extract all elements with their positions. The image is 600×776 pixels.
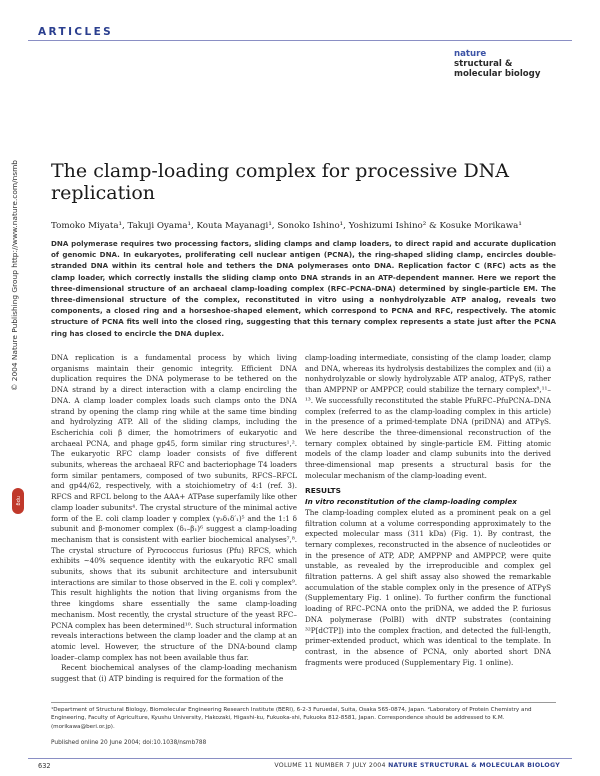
paragraph: clamp-loading intermediate, consisting of the clamp loader, clamp and DNA, whereas its hydrolysis destabilizes the complex and (ii) a nonhydrolyzable or slowly hydrolyzable ATP analog, ATPγS, rather than AMPPNP or AMPPCP, could stabilize the ternary complex⁸,¹¹–¹³. We successfully reconstituted the stable PfuRFC–PfuPCNA–DNA complex (referred to as the clamp-loading complex in this article) in the presence of a primed-template DNA (priDNA) and ATPγS. We here describe the three-dimensional reconstruction of the ternary complex obtained by single-particle EM. Fitting atomic models of the clamp loader and clamp subunits into the derived three-dimensional map presents a structural basis for the molecular mechanism of the clamp-loading event.	[305, 353, 551, 480]
article-title: The clamp-loading complex for processive DNA replication	[51, 160, 510, 204]
section-heading-results: RESULTS	[305, 486, 341, 496]
volume-issue: VOLUME 11 NUMBER 7 JULY 2004	[274, 762, 386, 769]
header-rule	[28, 40, 572, 41]
paragraph: Recent biochemical analyses of the clamp-loading mechanism suggest that (i) ATP binding is required for the formation of the	[51, 663, 297, 684]
side-copyright-banner	[10, 160, 26, 460]
journal-logo-line1: nature	[454, 49, 487, 59]
npg-logo-icon: npg	[12, 488, 24, 514]
paragraph: The clamp-loading complex eluted as a prominent peak on a gel filtration column at a volume corresponding approximately to the expected molecular mass (311 kDa) (Fig. 1). By contrast, the ternary complexes, reconstructed in the absence of nucleotides or in the presence of ATP, ADP, AMPPNP and AMPPCP, were quite unstable, as revealed by the irreproducible and complex gel filtration patterns. A gel shift assay also showed the remarkable accumulation of the stable complex only in the presence of ATPγS (Supplementary Fig. 1 online). To further confirm the functional loading of RFC–PCNA onto the priDNA, we added the P. furiosus DNA polymerase (PolBI) with dNTP substrates (containing ³²P[dCTP]) into the complex fraction, and detected the full-length, primer-extended product, which was identical to the template. In contrast, in the absence of PCNA, only aborted short DNA fragments were produced (Supplementary Fig. 1 online).	[305, 507, 551, 667]
footnote-rule	[51, 702, 556, 703]
page-number: 632	[38, 762, 51, 770]
body-column-right	[305, 353, 551, 668]
affiliation-footnote: ¹Department of Structural Biology, Biomolecular Engineering Research Institute (BERI), 6-2-3 Furuedai, Suita, Osaka 565-0874, Japan. ²Laboratory of Protein Chemistry and Engineering, Faculty of Agriculture, Kyushu University, Hakozaki, Higashi-ku, Fukuoka-shi, Fukuoka 812-8581, Japan. Correspondence should be addressed to K.M. (morikawa@beri.or.jp).	[51, 707, 532, 730]
body-column-left	[51, 353, 297, 685]
journal-name-footer: NATURE STRUCTURAL & MOLECULAR BIOLOGY	[388, 762, 560, 769]
journal-logo	[454, 50, 564, 79]
subsection-heading: In vitro reconstitution of the clamp-loading complex	[305, 497, 517, 507]
side-copyright-text: © 2004 Nature Publishing Group http://www.nature.com/nsmb	[10, 160, 19, 391]
abstract: DNA polymerase requires two processing factors, sliding clamps and clamp loaders, to direct rapid and accurate duplication of genomic DNA. In eukaryotes, proliferating cell nuclear antigen (PCNA), the ring-shaped sliding clamp, encircles double-stranded DNA within its central hole and tethers the DNA polymerases onto DNA. Replication factor C (RFC) acts as the clamp loader, which correctly installs the sliding clamp onto DNA strands in an ATP-dependent manner. Here we report the three-dimensional structure of an archaeal clamp-loading complex (RFC–PCNA–DNA) determined by single-particle EM. The three-dimensional structure of the complex, reconstituted in vitro using a nonhydrolyzable ATP analog, reveals two components, a closed ring and a horseshoe-shaped element, which correspond to PCNA and RFC, respectively. The atomic structure of PCNA fits well into the closed ring, suggesting that this ternary complex represents a state just after the PCNA ring has closed to encircle the DNA duplex.	[51, 239, 556, 338]
header-bar	[0, 0, 600, 22]
footer-rule	[28, 758, 572, 759]
journal-logo-line3: molecular biology	[454, 68, 541, 79]
journal-logo-line2: structural &	[454, 58, 513, 69]
paragraph: DNA replication is a fundamental process by which living organisms maintain their genomic integrity. Efficient DNA duplication requires the DNA polymerase to be tethered on the DNA strand by a direct interaction with a clamp encircling the DNA. A clamp loader complex loads such clamps onto the DNA strand by opening the clamp ring while at the same time binding and hydrolyzing ATP. All of the sliding clamps, including the Escherichia coli β dimer, the homotrimers of eukaryotic and archaeal PCNA, and phage gp45, form similar ring structures¹,². The eukaryotic RFC clamp loader consists of five different subunits, whereas the archaeal RFC and bacteriophage T4 loaders form similar pentamers, composed of two subunits, RFCS–RFCL and gp44/62, respectively, with a stoichiometry of 4:1 (ref. 3). RFCS and RFCL belong to the AAA+ ATPase superfamily like other clamp loader subunits⁴. The crystal structure of the minimal active form of the E. coli clamp loader γ complex (γ₃δ₁δ′₁)⁵ and the 1:1 δ subunit and β-monomer complex (δ₁–β₁)⁶ suggest a clamp-loading mechanism that is consistent with earlier biochemical analyses⁷,⁸. The crystal structure of Pyrococcus furiosus (Pfu) RFCS, which exhibits ~40% sequence identity with the eukaryotic RFC small subunits, shows that its subunit architecture and intersubunit interactions are similar to those observed in the E. coli γ complex⁹. This result highlights the notion that living organisms from the three kingdoms share essentially the same clamp-loading mechanism. Most recently, the crystal structure of the yeast RFC–PCNA complex has been determined¹⁰. Such structural information reveals interactions between the clamp loader and the clamp at an atomic level. However, the structure of the DNA-bound clamp loader–clamp complex has not been available thus far.	[51, 353, 297, 662]
publication-line: Published online 20 June 2004; doi:10.1038/nsmb788	[51, 740, 207, 746]
section-label: ARTICLES	[38, 26, 114, 38]
footer-issue-line	[274, 762, 560, 769]
author-list: Tomoko Miyata¹, Takuji Oyama¹, Kouta Mayanagi¹, Sonoko Ishino¹, Yoshizumi Ishino² & Kosuke Morikawa¹	[51, 221, 522, 231]
